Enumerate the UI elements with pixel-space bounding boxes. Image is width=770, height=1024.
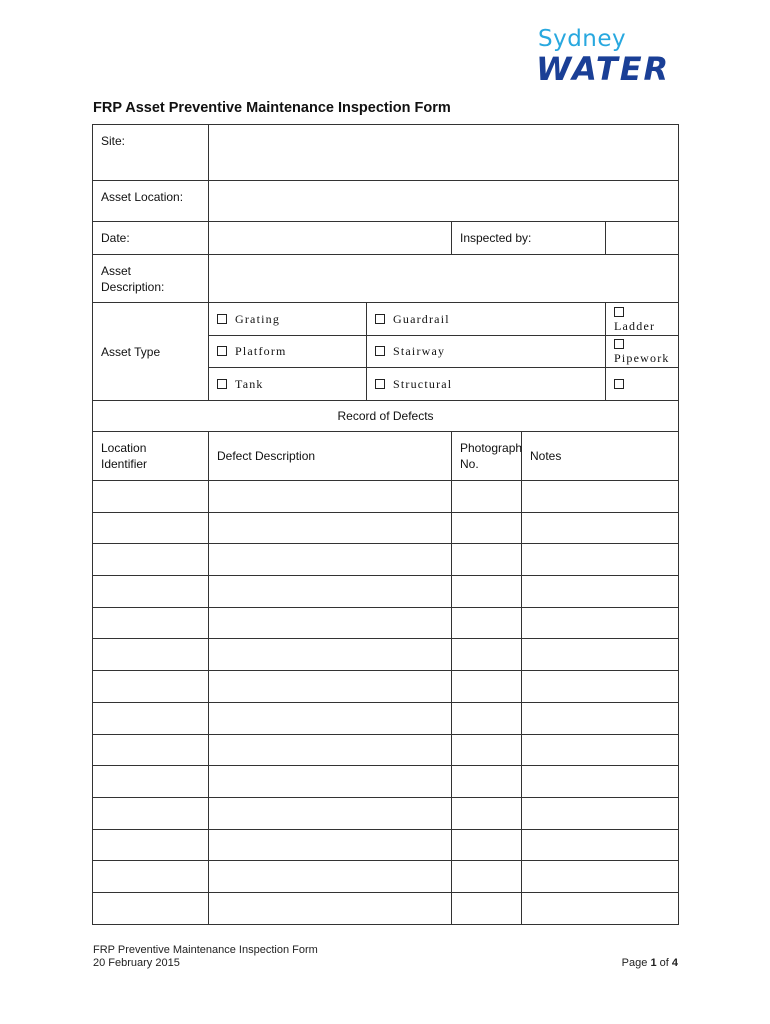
tank-label: Tank xyxy=(235,376,264,391)
form-title: FRP Asset Preventive Maintenance Inspection Form xyxy=(93,100,451,116)
defect-row xyxy=(93,671,679,703)
record-of-defects-row xyxy=(93,401,679,432)
defect-notes-cell[interactable] xyxy=(522,607,679,639)
asset-description-label-line2: Description: xyxy=(101,280,165,294)
defect-notes-cell[interactable] xyxy=(522,544,679,576)
platform-checkbox[interactable] xyxy=(217,346,227,356)
defect-notes-cell[interactable] xyxy=(522,797,679,829)
defect-description-cell[interactable] xyxy=(209,576,452,608)
col-photo-line2: No. xyxy=(460,457,479,471)
defect-row xyxy=(93,544,679,576)
structural-label: Structural xyxy=(393,376,453,391)
defect-row xyxy=(93,512,679,544)
defect-notes-cell[interactable] xyxy=(522,671,679,703)
stairway-label: Stairway xyxy=(393,344,446,358)
defect-rows xyxy=(93,481,679,925)
defect-location-cell[interactable] xyxy=(93,671,209,703)
defect-location-cell[interactable] xyxy=(93,861,209,893)
defect-photo-cell[interactable] xyxy=(452,512,522,544)
defects-header-row xyxy=(93,432,679,481)
guardrail-label: Guardrail xyxy=(393,311,450,326)
defect-description-cell[interactable] xyxy=(209,892,452,924)
asset-description-row xyxy=(93,255,679,303)
defect-photo-cell[interactable] xyxy=(452,861,522,893)
asset-description-input[interactable] xyxy=(209,255,679,303)
defect-description-cell[interactable] xyxy=(209,481,452,513)
defect-notes-cell[interactable] xyxy=(522,892,679,924)
col-location-line1: Location xyxy=(101,441,147,455)
defect-notes-cell[interactable] xyxy=(522,512,679,544)
asset-location-label: Asset Location: xyxy=(93,181,209,222)
footer-left xyxy=(93,944,318,970)
defect-photo-cell[interactable] xyxy=(452,544,522,576)
asset-type-grating[interactable] xyxy=(209,303,367,336)
date-label: Date: xyxy=(93,222,209,255)
defect-description-cell[interactable] xyxy=(209,671,452,703)
asset-description-label xyxy=(93,255,209,303)
defect-row xyxy=(93,734,679,766)
asset-location-input[interactable] xyxy=(209,181,679,222)
platform-label: Platform xyxy=(235,344,287,358)
asset-type-pipework[interactable] xyxy=(606,336,679,368)
defect-description-cell[interactable] xyxy=(209,766,452,798)
asset-description-label-line1: Asset xyxy=(101,264,132,278)
pipework-checkbox[interactable] xyxy=(614,339,624,349)
stairway-checkbox[interactable] xyxy=(375,346,385,356)
page-total: 4 xyxy=(671,957,678,969)
defect-row xyxy=(93,892,679,924)
logo-text-water: WATER xyxy=(536,50,671,88)
defect-description-cell[interactable] xyxy=(209,607,452,639)
footer-page-number xyxy=(622,957,678,969)
defect-notes-cell[interactable] xyxy=(522,481,679,513)
col-location-line2: Identifier xyxy=(101,457,148,471)
defect-photo-cell[interactable] xyxy=(452,576,522,608)
defect-photo-cell[interactable] xyxy=(452,734,522,766)
asset-type-guardrail[interactable] xyxy=(367,303,606,336)
defect-photo-cell[interactable] xyxy=(452,766,522,798)
grating-checkbox[interactable] xyxy=(217,314,227,324)
page-current: 1 xyxy=(650,957,657,969)
defect-row xyxy=(93,861,679,893)
defect-location-cell[interactable] xyxy=(93,892,209,924)
date-row xyxy=(93,222,679,255)
defect-photo-cell[interactable] xyxy=(452,797,522,829)
defect-location-cell[interactable] xyxy=(93,734,209,766)
inspection-form-table xyxy=(92,124,679,925)
guardrail-checkbox[interactable] xyxy=(375,314,385,324)
asset-type-other[interactable] xyxy=(606,368,679,401)
asset-type-row-1 xyxy=(93,303,679,336)
defect-photo-cell[interactable] xyxy=(452,607,522,639)
defect-notes-cell[interactable] xyxy=(522,861,679,893)
tank-checkbox[interactable] xyxy=(217,379,227,389)
defect-description-cell[interactable] xyxy=(209,734,452,766)
defect-description-cell[interactable] xyxy=(209,639,452,671)
pipework-label: Pipework xyxy=(614,351,670,365)
defect-photo-cell[interactable] xyxy=(452,671,522,703)
inspected-by-label: Inspected by: xyxy=(452,222,606,255)
col-photo-line1: Photograph xyxy=(460,441,523,455)
defect-row xyxy=(93,607,679,639)
defect-notes-cell[interactable] xyxy=(522,829,679,861)
site-label: Site: xyxy=(93,125,209,181)
defect-location-cell[interactable] xyxy=(93,797,209,829)
defect-row xyxy=(93,481,679,513)
defect-location-cell[interactable] xyxy=(93,702,209,734)
defect-photo-cell[interactable] xyxy=(452,639,522,671)
col-photograph-no xyxy=(452,432,522,481)
defect-row xyxy=(93,702,679,734)
defect-photo-cell[interactable] xyxy=(452,702,522,734)
defect-notes-cell[interactable] xyxy=(522,702,679,734)
defect-location-cell[interactable] xyxy=(93,766,209,798)
defect-photo-cell[interactable] xyxy=(452,829,522,861)
asset-type-structural[interactable] xyxy=(367,368,606,401)
sydney-water-logo xyxy=(536,26,686,86)
defect-notes-cell[interactable] xyxy=(522,766,679,798)
defect-row xyxy=(93,639,679,671)
asset-type-ladder[interactable] xyxy=(606,303,679,336)
defect-row xyxy=(93,797,679,829)
other-checkbox[interactable] xyxy=(614,379,624,389)
logo-text-sydney: Sydney xyxy=(538,26,627,52)
asset-type-label: Asset Type xyxy=(93,303,209,401)
defect-photo-cell[interactable] xyxy=(452,892,522,924)
date-input[interactable] xyxy=(209,222,452,255)
defect-location-cell[interactable] xyxy=(93,829,209,861)
defect-location-cell[interactable] xyxy=(93,512,209,544)
defect-location-cell[interactable] xyxy=(93,576,209,608)
defect-notes-cell[interactable] xyxy=(522,639,679,671)
defect-location-cell[interactable] xyxy=(93,481,209,513)
col-notes: Notes xyxy=(522,432,679,481)
record-of-defects-heading: Record of Defects xyxy=(93,401,679,432)
defect-row xyxy=(93,829,679,861)
defect-photo-cell[interactable] xyxy=(452,481,522,513)
site-input[interactable] xyxy=(209,125,679,181)
footer-date: 20 February 2015 xyxy=(93,957,180,969)
defect-notes-cell[interactable] xyxy=(522,734,679,766)
asset-location-row xyxy=(93,181,679,222)
defect-description-cell[interactable] xyxy=(209,544,452,576)
defect-location-cell[interactable] xyxy=(93,639,209,671)
structural-checkbox[interactable] xyxy=(375,379,385,389)
defect-notes-cell[interactable] xyxy=(522,576,679,608)
defect-description-cell[interactable] xyxy=(209,829,452,861)
col-defect-description: Defect Description xyxy=(209,432,452,481)
defect-location-cell[interactable] xyxy=(93,544,209,576)
page-of: of xyxy=(659,957,669,969)
defect-row xyxy=(93,576,679,608)
ladder-label: Ladder xyxy=(614,318,656,333)
asset-type-platform[interactable] xyxy=(209,336,367,368)
page-prefix: Page xyxy=(621,957,648,969)
footer-doc-name: FRP Preventive Maintenance Inspection Form xyxy=(93,944,318,956)
defect-row xyxy=(93,766,679,798)
asset-type-stairway[interactable] xyxy=(367,336,606,368)
defect-description-cell[interactable] xyxy=(209,702,452,734)
asset-type-tank[interactable] xyxy=(209,368,367,401)
defect-location-cell[interactable] xyxy=(93,607,209,639)
site-row xyxy=(93,125,679,181)
grating-label: Grating xyxy=(235,311,281,326)
defect-description-cell[interactable] xyxy=(209,797,452,829)
inspected-by-input[interactable] xyxy=(606,222,679,255)
defect-description-cell[interactable] xyxy=(209,861,452,893)
defect-description-cell[interactable] xyxy=(209,512,452,544)
ladder-checkbox[interactable] xyxy=(614,307,624,317)
col-location-identifier xyxy=(93,432,209,481)
